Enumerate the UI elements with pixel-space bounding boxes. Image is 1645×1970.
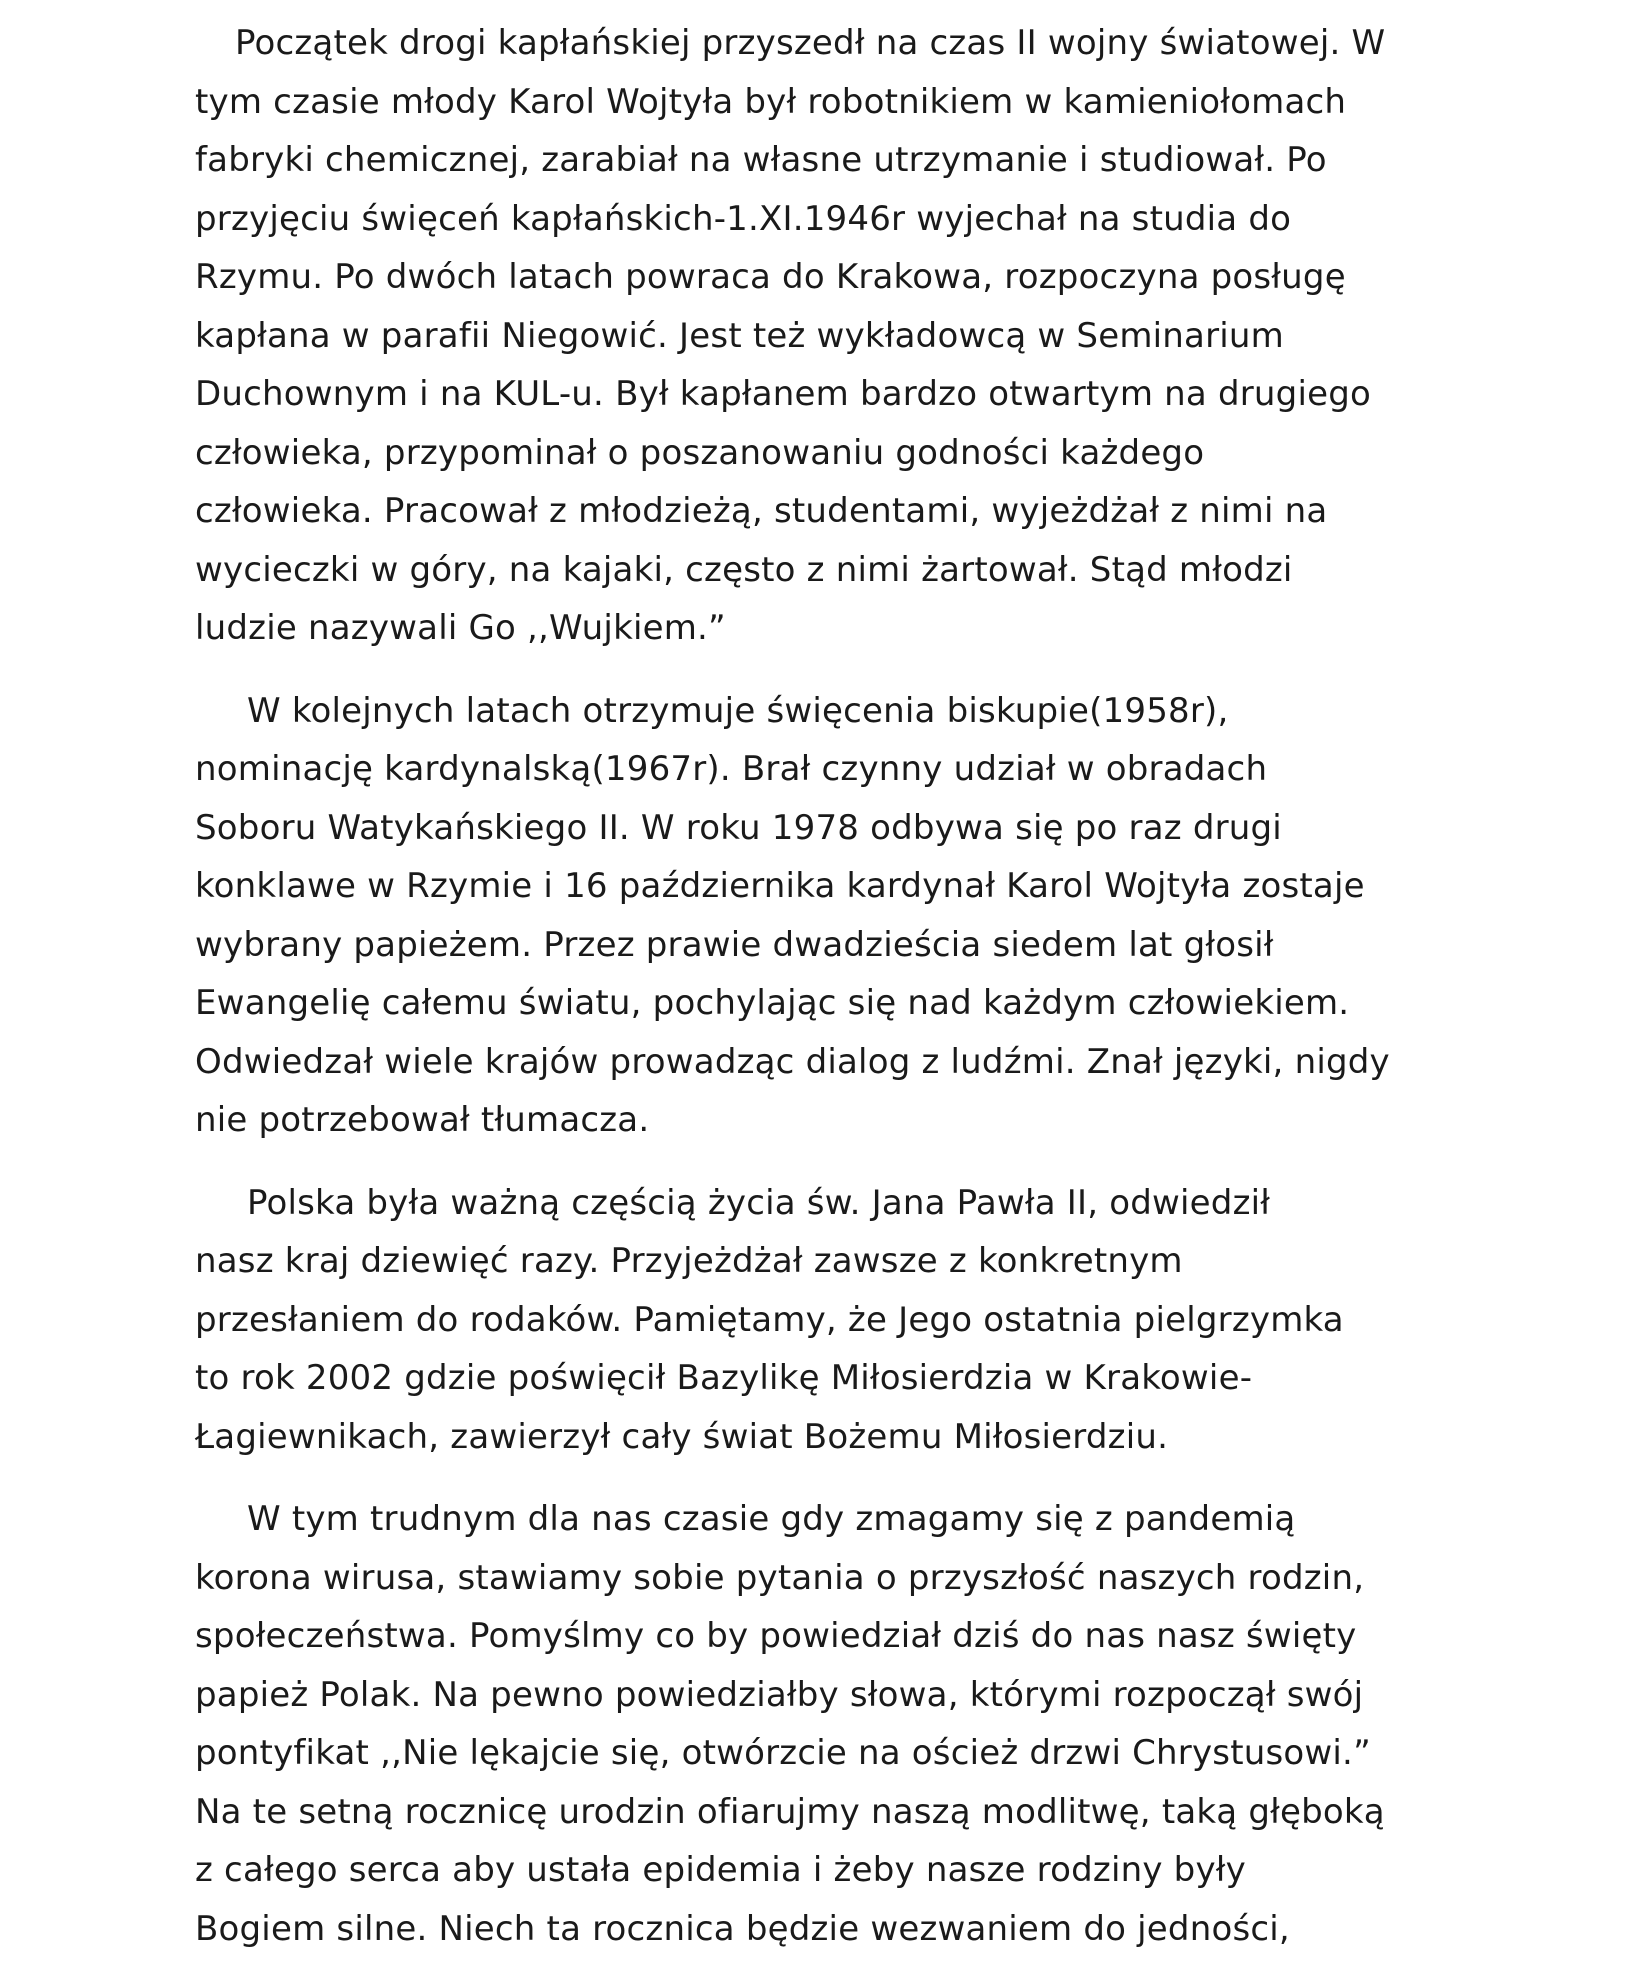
text-line: społeczeństwa. Pomyślmy co by powiedział dziś do nas nasz święty (195, 1616, 1357, 1656)
text-line: Duchownym i na KUL-u. Był kapłanem bardzo otwartym na drugiego (195, 374, 1371, 414)
text-line: fabryki chemicznej, zarabiał na własne utrzymanie i studiował. Po (195, 140, 1327, 180)
text-line: Soboru Watykańskiego II. W roku 1978 odbywa się po raz drugi (195, 807, 1282, 848)
text-line: W tym trudnym dla nas czasie gdy zmagamy się z pandemią (247, 1499, 1296, 1539)
text-line: z całego serca aby ustała epidemia i żeby nasze rodziny były (195, 1850, 1246, 1890)
text-line: kapłana w parafii Niegowić. Jest też wykładowcą w Seminarium (195, 315, 1284, 356)
text-line: Ewangelię całemu światu, pochylając się nad każdym człowiekiem. (195, 983, 1350, 1023)
text-line: Bogiem silne. Niech ta rocznica będzie wezwaniem do jedności, (195, 1908, 1290, 1949)
text-line: pontyfikat ,,Nie lękajcie się, otwórzcie na oścież drzwi Chrystusowi.” (195, 1733, 1371, 1773)
text-line: papież Polak. Na pewno powiedziałby słowa, którymi rozpoczął swój (195, 1674, 1364, 1715)
text-line: Rzymu. Po dwóch latach powraca do Krakowa, rozpoczyna posługę (195, 257, 1346, 297)
text-line: Łagiewnikach, zawierzył cały świat Bożemu Miłosierdziu. (195, 1416, 1169, 1457)
text-line: wycieczki w góry, na kajaki, często z nimi żartował. Stąd młodzi (195, 549, 1293, 590)
text-line: to rok 2002 gdzie poświęcił Bazylikę Miłosierdzia w Krakowie- (195, 1358, 1253, 1398)
text-line: nominację kardynalską(1967r). Brał czynny udział w obradach (195, 749, 1268, 789)
text-line: Odwiedzał wiele krajów prowadząc dialog z ludźmi. Znał języki, nigdy (195, 1041, 1390, 1082)
text-line: ludzie nazywali Go ,,Wujkiem.” (195, 608, 726, 648)
text-line: tym czasie młody Karol Wojtyła był robotnikiem w kamieniołomach (195, 81, 1347, 122)
text-line: Polska była ważną częścią życia św. Jana Pawła II, odwiedził (247, 1182, 1271, 1223)
text-line: korona wirusa, stawiamy sobie pytania o przyszłość naszych rodzin, (195, 1557, 1365, 1598)
text-line: W kolejnych latach otrzymuje święcenia biskupie(1958r), (247, 690, 1229, 731)
text-line: wybrany papieżem. Przez prawie dwadzieścia siedem lat głosił (195, 924, 1274, 965)
text-line: człowieka, przypominał o poszanowaniu godności każdego (195, 432, 1205, 473)
document-page (195, 14, 1485, 1958)
text-line: przyjęciu święceń kapłańskich-1.XI.1946r wyjechał na studia do (195, 198, 1292, 239)
paragraph-4 (195, 1490, 1485, 1958)
text-line: konklawe w Rzymie i 16 października kardynał Karol Wojtyła zostaje (195, 866, 1365, 906)
paragraph-1 (195, 14, 1485, 658)
paragraph-3 (195, 1174, 1485, 1467)
text-line: nasz kraj dziewięć razy. Przyjeżdżał zawsze z konkretnym (195, 1241, 1183, 1281)
text-line: nie potrzebował tłumacza. (195, 1100, 650, 1140)
text-line: Na te setną rocznicę urodzin ofiarujmy naszą modlitwę, taką głęboką (195, 1791, 1385, 1832)
paragraph-2 (195, 682, 1485, 1150)
text-line: Początek drogi kapłańskiej przyszedł na czas II wojny światowej. W (235, 23, 1386, 63)
text-line: przesłaniem do rodaków. Pamiętamy, że Jego ostatnia pielgrzymka (195, 1299, 1344, 1340)
text-line: człowieka. Pracował z młodzieżą, studentami, wyjeżdżał z nimi na (195, 491, 1328, 531)
